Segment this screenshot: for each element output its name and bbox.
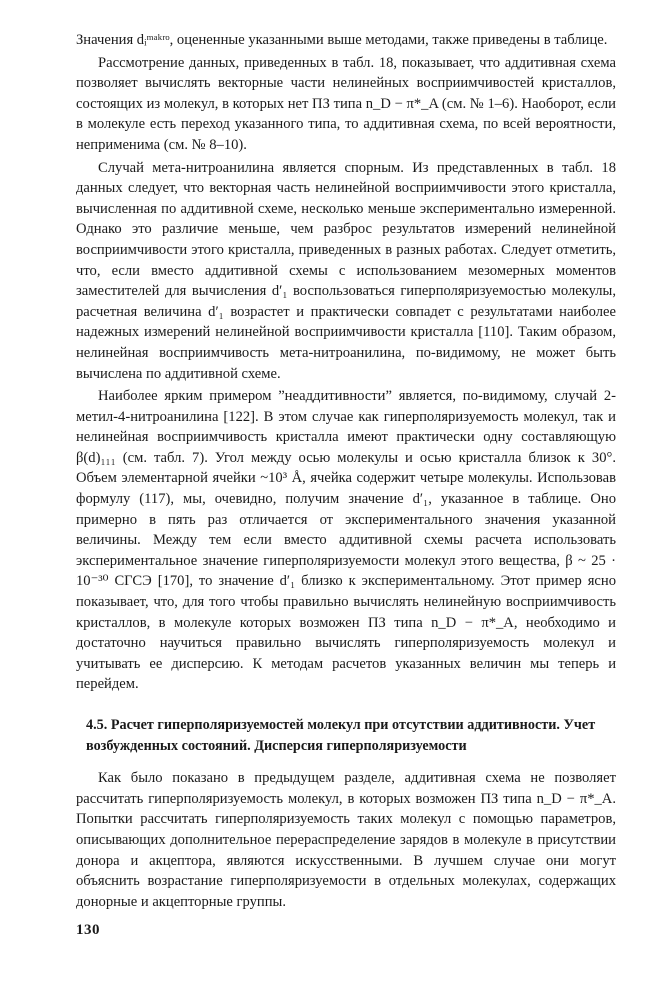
paragraph-5: Как было показано в предыдущем разделе, аддитивная схема не позволяет рассчитать гиперполяризуемость молекул, в которых возможен ПЗ типа n_D − π*_A. Попытки рассчитать гиперполяризуемость таких молекул с помощью параметров, описывающих дополнительное перераспределение зарядов в молекуле в присутствии донора и акцептора, являются искусственными. В лучшем случае они могут объяснить возрастание гиперполяризуемости в отдельных молекулах, содержащих донорные и акцепторные группы. [76,770,616,910]
page-number: 130 [76,922,100,938]
paragraph-3: Случай мета-нитроанилина является спорным. Из представленных в табл. 18 данных следует, что векторная часть нелинейной восприимчивости этого кристалла, вычисленная по аддитивной схеме, несколько меньше экспериментально измеренной. Однако это различие меньше, чем разброс результатов измерений нелинейной восприимчивости этого кристалла, приведенных в разных работах. Следует отметить, что, если вместо аддитивной схемы с использованием мезомерных моментов заместителей для вычисления d′₁ воспользоваться гиперполяризуемостью молекулы, расчетная величина d′₁ возрастет и практически совпадет с результатами наиболее надежных измерений нелинейной восприимчивости кристалла [110]. Таким образом, нелинейная восприимчивость мета-нитроанилина, по-видимому, не может быть вычислена по аддитивной схеме. [76,159,616,382]
paragraph-2: Рассмотрение данных, приведенных в табл. 18, показывает, что аддитивная схема позволяет вычислять векторные части нелинейных восприимчивостей кристаллов, состоящих из молекул, в которых нет ПЗ типа n_D − π*_A (см. № 1–6). Наоборот, если в молекуле есть переход указанного типа, то аддитивная схема, по всей вероятности, неприменима (см. № 8–10). [76,54,616,153]
paragraph-1: Значения dᵢᵐᵃᵏʳᵒ, оцененные указанными выше методами, также приведены в таблице. [76,32,608,48]
section-heading: 4.5. Расчет гиперполяризуемостей молекул при отсутствии аддитивности. Учет возбужденных состояний. Дисперсия гиперполяризуемости [86,717,596,754]
page-text-block [76,30,616,912]
paragraph-4: Наиболее ярким примером ”неаддитивности” является, по-видимому, случай 2-метил-4-нитроанилина [122]. В этом случае как гиперполяризуемость молекул, так и нелинейная восприимчивость кристалла имеют практически одну составляющую β(d)₁₁₁ (см. табл. 7). Угол между осью молекулы и осью кристалла близок к 30°. Объем элементарной ячейки ~10³ Å, ячейка содержит четыре молекулы. Использовав формулу (117), мы, очевидно, получим значение d′₁, указанное в таблице. Оно примерно в пять раз отличается от экспериментального значения указанной величины. Между тем если вместо аддитивной схемы расчета использовать экспериментальное значение гиперполяризуемости молекул этого вещества, β ~ 25 · 10⁻³⁰ СГСЭ [170], то значение d′₁ близко к экспериментальному. Этот пример ясно показывает, что, для того чтобы правильно вычислять нелинейную восприимчивость кристаллов, в молекуле которых возможен ПЗ типа n_D − π*_A, необходимо и достаточно научиться правильно вычислять гиперполяризуемость молекул и учитывать ее дисперсию. К методам расчетов указанных величин мы теперь и перейдем. [76,388,616,693]
